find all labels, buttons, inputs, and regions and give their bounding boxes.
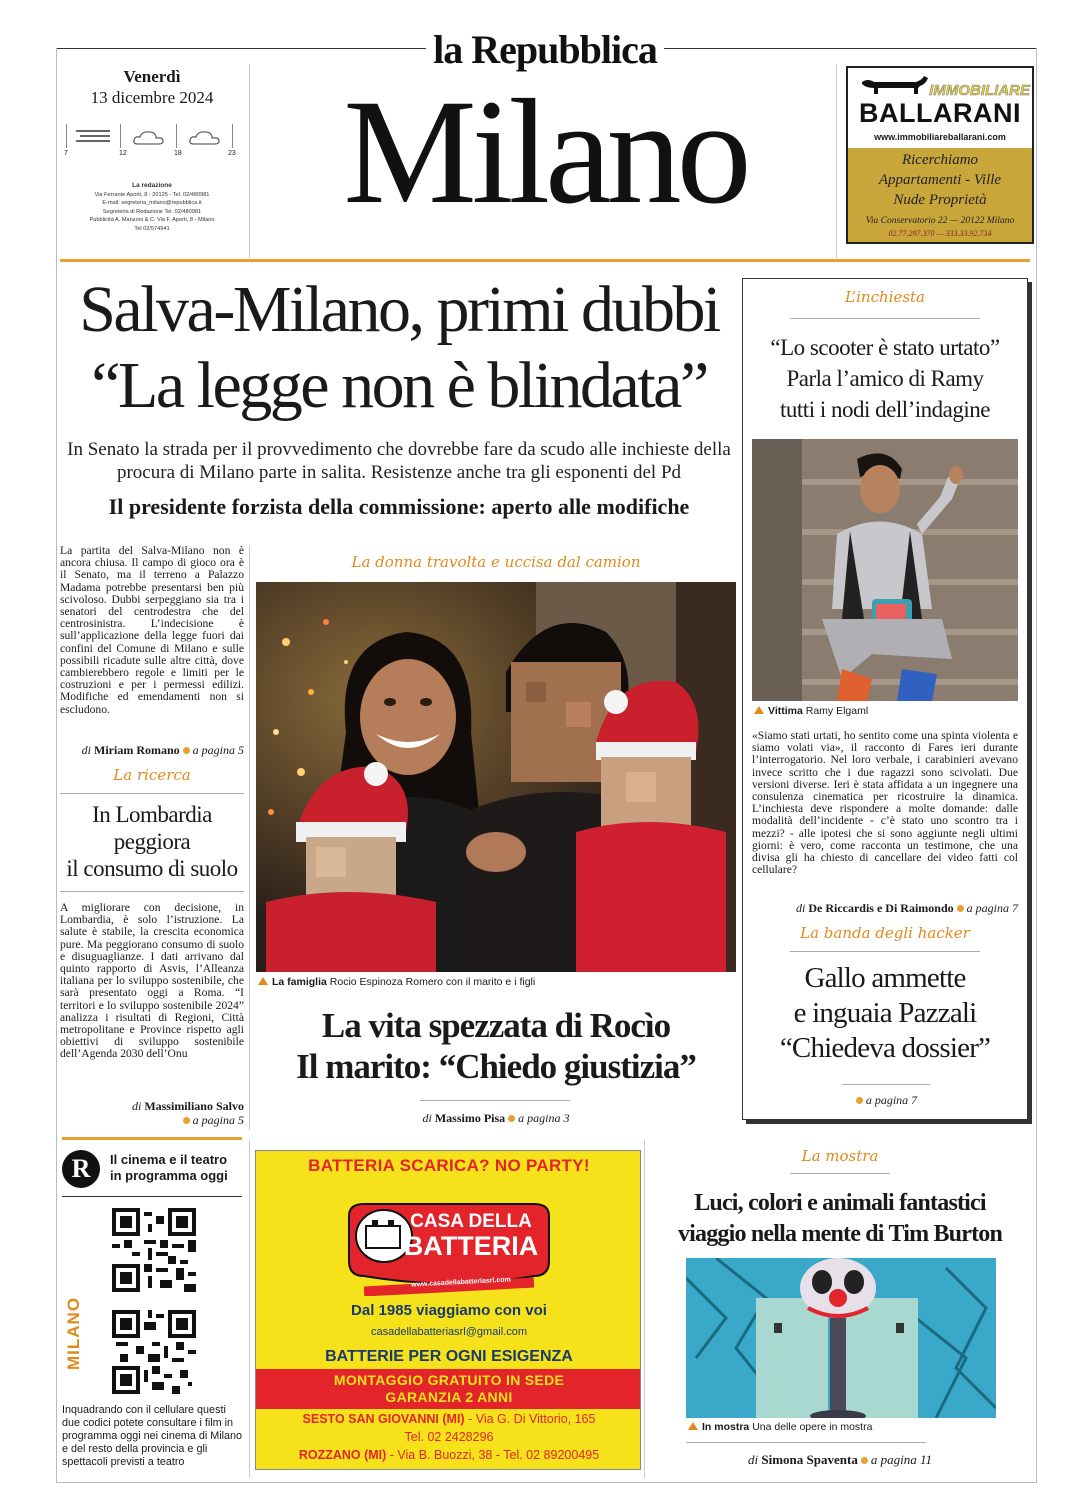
batteria-location-1: SESTO SAN GIOVANNI (MI) - Via G. Di Vittorio, 165 bbox=[302, 1412, 596, 1426]
date-full: 13 dicembre 2024 bbox=[90, 88, 214, 107]
cinema-title: Il cinema e il teatro in programma oggi bbox=[110, 1152, 228, 1183]
ramy-photo-caption: Vittima Ramy Elgaml bbox=[754, 705, 1018, 717]
batteria-since: Dal 1985 viaggiamo con voi bbox=[351, 1302, 547, 1319]
redazione-line: Pubblicità A. Manzoni & C. Via F. Aporti, 8 - Milano bbox=[89, 217, 215, 224]
rocio-byline[interactable]: di Massimo Pisa a pagina 3 bbox=[422, 1111, 570, 1125]
mostra-byline[interactable]: di Simona Spaventa a pagina 11 bbox=[748, 1452, 932, 1467]
inchiesta-body: «Siamo stati urtati, ho sentito come una spinta violenta e siamo volati via», il racconto di Fares ieri durante l’interrogatorio. Nel loro verbale, i carabinieri avevano invece scritto che i due ragazzi sono scivolati. Due versioni diverse. Ieri è stata affidata a un ingegnere una consulenza cinematica per ricostruire la dinamica. L’inchiesta deve rispondere a molte domande: dalle modalità dell’incidente - c’è stato uno scontro tra i mezzi? - alle ipotesi che si sono aggiunte negli ultimi giorni: è vero, come racconta un testimone, che una divisa gli ha chiesto di cancellare dei video fatti col cellulare? bbox=[752, 729, 1018, 877]
batteria-brand-1: CASA DELLA bbox=[410, 1211, 532, 1232]
weather-time: 18 bbox=[174, 150, 182, 157]
weather-time: 7 bbox=[64, 150, 68, 157]
inchiesta-byline[interactable]: di De Riccardis e Di Raimondo a pagina 7 bbox=[795, 901, 1018, 915]
mostra-kicker: La mostra bbox=[801, 1147, 879, 1165]
redazione-info bbox=[60, 182, 244, 234]
ricerca-byline[interactable]: di Massimiliano Salvo a pagina 5 bbox=[131, 1099, 244, 1127]
batteria-brand-2: BATTERIA bbox=[403, 1231, 539, 1261]
hacker-headline[interactable]: Gallo ammette e inguaia Pazzali “Chiedeva dossier” bbox=[779, 962, 991, 1064]
lead-headline[interactable]: Salva-Milano, primi dubbi “La legge non è blindata” bbox=[79, 273, 719, 422]
inchiesta-headline[interactable]: “Lo scooter è stato urtato” Parla l’amico di Ramy tutti i nodi dell’indagine bbox=[770, 335, 1000, 422]
lead-deck: Il presidente forzista della commissione: aperto alle modifiche bbox=[108, 494, 690, 519]
redazione-title: La redazione bbox=[132, 182, 172, 189]
lead-subhead: In Senato la strada per il provvedimento che dovrebbe fare da scudo alle inchieste della procura di Milano parte in salita. Resistenze anche tra gli esponenti del Pd bbox=[67, 439, 731, 483]
qr-code-teatro[interactable] bbox=[112, 1310, 196, 1394]
tim-burton-photo[interactable] bbox=[686, 1258, 996, 1418]
edition-title: Milano bbox=[343, 69, 747, 235]
rocio-kicker: La donna travolta e uccisa dal camion bbox=[351, 553, 641, 571]
cloud-icon bbox=[188, 130, 222, 146]
masthead-divider bbox=[60, 259, 1030, 262]
caption-marker-icon bbox=[688, 1422, 698, 1430]
ad-ballarani[interactable] bbox=[846, 66, 1034, 244]
ballarani-brand: BALLARANI bbox=[859, 98, 1021, 128]
cloud-icon bbox=[132, 130, 166, 146]
batteria-location-2: ROZZANO (MI) - Via B. Buozzi, 38 - Tel. 02 89200495 bbox=[298, 1448, 600, 1462]
ballarani-phones: 02.77.297.370 — 333.33.92.734 bbox=[888, 229, 992, 238]
inchiesta-kicker: L’inchiesta bbox=[845, 288, 925, 306]
ballarani-line: Appartamenti - Ville bbox=[878, 172, 1002, 188]
batteria-red-line: MONTAGGIO GRATUITO IN SEDE bbox=[333, 1372, 565, 1388]
batteria-red-line: GARANZIA 2 ANNI bbox=[385, 1389, 513, 1405]
repubblica-r-logo[interactable]: R bbox=[62, 1150, 100, 1188]
weather-time: 12 bbox=[119, 150, 127, 157]
batteria-banner: BATTERIA SCARICA? NO PARTY! bbox=[308, 1156, 590, 1175]
ad-casa-della-batteria[interactable] bbox=[255, 1150, 641, 1470]
ballarani-brand-top: IMMOBILIARE bbox=[929, 82, 1030, 99]
rocio-photo-caption: La famiglia Rocio Espinoza Romero con il marito e i figli bbox=[258, 976, 736, 988]
weather-time: 23 bbox=[228, 150, 236, 157]
redazione-line[interactable]: E-mail: segreteria_milano@repubblica.it bbox=[102, 200, 202, 207]
redazione-line: Tel 02/574941 bbox=[134, 225, 170, 232]
tim-burton-caption: In mostra Una delle opere in mostra bbox=[688, 1421, 996, 1433]
lead-body: La partita del Salva-Milano non è ancora chiusa. Il campo di gioco ora è il Senato, ma il terreno a Palazzo Madama potrebbe presentarsi ben più scivoloso. Dubbi serpeggiano sia tra i senatori del centrodestra che del centrosinistra. L’indecisione è sull’applicazione della legge fuori dai confini del Comune di Milano e sulle possibili ricadute sulle altre città, dove cambierebbero regole e limiti per le costruzioni e per i permessi edilizi. Modifiche ed emendamenti non si escludono. bbox=[60, 544, 244, 716]
ramy-photo[interactable] bbox=[752, 439, 1018, 701]
ballarani-address: Via Conservatorio 22 — 20122 Milano bbox=[865, 216, 1015, 226]
qr-code-cinema[interactable] bbox=[112, 1208, 196, 1292]
hacker-byline[interactable]: a pagina 7 bbox=[746, 1093, 1024, 1108]
fog-icon bbox=[76, 130, 110, 144]
lead-byline[interactable]: di Miriam Romano a pagina 5 bbox=[81, 743, 244, 757]
ballarani-line: Ricerchiamo bbox=[901, 152, 979, 168]
ricerca-body: A migliorare con decisione, in Lombardia, è solo l’istruzione. La salute è stabile, la crescita economica pure. Ma peggiorano consumo di suolo e disuguaglianze. I dati arrivano dal quinto rapporto di Asvis, l’Alleanza italiana per lo sviluppo sostenibile, che sarà presentato oggi a Roma. “I territori e lo sviluppo sostenibile 2024” analizza i risultati di Regioni, Città metropolitane e Province rispetto agli obiettivi di sviluppo sostenibile dell’Agenda 2030 dell’Onu bbox=[60, 901, 244, 1061]
date-day: Venerdì bbox=[123, 67, 181, 86]
rocio-headline[interactable]: La vita spezzata di Rocìo Il marito: “Chiedo giustizia” bbox=[296, 1006, 696, 1086]
brand-logo[interactable]: la Repubblica bbox=[433, 27, 657, 72]
hacker-kicker: La banda degli hacker bbox=[800, 924, 970, 942]
weather-strip bbox=[62, 124, 242, 160]
redazione-line: Segreteria di Redazione Tel. 02/480981 bbox=[102, 208, 202, 215]
ricerca-headline[interactable]: In Lombardia peggiora il consumo di suolo bbox=[66, 802, 238, 881]
caption-marker-icon bbox=[754, 706, 764, 714]
batteria-phone-1: Tel. 02 2428296 bbox=[404, 1430, 494, 1444]
caption-marker-icon bbox=[258, 977, 268, 985]
rocio-family-photo[interactable] bbox=[256, 582, 736, 972]
ballarani-line: Nude Proprietà bbox=[893, 192, 987, 208]
ballarani-website[interactable]: www.immobiliareballarani.com bbox=[874, 132, 1006, 142]
cinema-vertical-label: MILANO bbox=[64, 1296, 83, 1370]
batteria-email[interactable]: casadellabatteriasrl@gmail.com bbox=[370, 1326, 528, 1338]
mostra-headline[interactable]: Luci, colori e animali fantastici viaggio nella mente di Tim Burton bbox=[677, 1190, 1003, 1247]
batteria-url[interactable]: www.casadellabatteriasrl.com bbox=[411, 1276, 511, 1289]
redazione-line: Via Ferrante Aporti, 8 - 20125 - Tel. 02/480981 bbox=[94, 191, 210, 198]
cinema-text: Inquadrando con il cellulare questi due codici potete consultare i film in programma oggi nei cinema di Milano e del resto della provincia e gli spettacoli previsti a teatro bbox=[62, 1404, 243, 1468]
ricerca-kicker: La ricerca bbox=[113, 766, 191, 784]
batteria-tagline: BATTERIE PER OGNI ESIGENZA bbox=[325, 1348, 573, 1365]
